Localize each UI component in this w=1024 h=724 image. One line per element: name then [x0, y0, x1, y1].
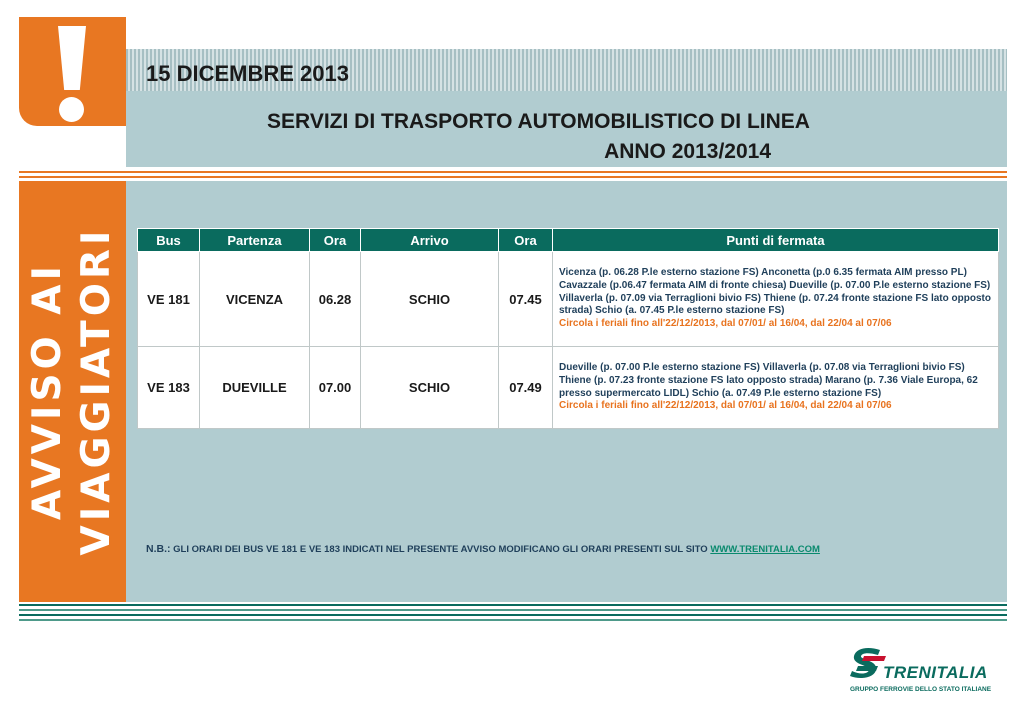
sidebar-banner	[19, 181, 126, 602]
cell-ora-arrivo: 07.45	[499, 252, 553, 347]
table-header-row	[138, 229, 999, 252]
cell-ora-arrivo: 07.49	[499, 347, 553, 429]
logo-name: TRENITALIA	[883, 663, 988, 682]
separator-orange	[19, 171, 1007, 173]
sidebar-title	[23, 227, 121, 556]
trenitalia-logo-icon	[848, 644, 888, 684]
exclamation-icon	[19, 17, 126, 126]
column-header-ora-partenza: Ora	[310, 229, 361, 252]
nb-label: N.B.	[146, 543, 167, 555]
cell-arrivo: SCHIO	[361, 252, 499, 347]
nb-text: GLI ORARI DEI BUS VE 181 E VE 183 INDICATI NEL PRESENTE AVVISO MODIFICANO GLI ORARI PRESENTI SUL SITO	[173, 544, 708, 555]
cell-ora-partenza: 07.00	[310, 347, 361, 429]
column-header-partenza: Partenza	[200, 229, 310, 252]
separator-orange	[19, 176, 1007, 178]
cell-bus: VE 181	[138, 252, 200, 347]
footer-note	[146, 543, 820, 555]
column-header-arrivo: Arrivo	[361, 229, 499, 252]
cell-stops	[553, 252, 999, 347]
sidebar-line-2: VIAGGIATORI	[74, 226, 119, 556]
separator-green	[19, 614, 1007, 616]
separator-green	[19, 604, 1007, 606]
column-header-fermate: Punti di fermata	[553, 229, 999, 252]
cell-stops	[553, 347, 999, 429]
cell-partenza: VICENZA	[200, 252, 310, 347]
exclamation-dot	[59, 97, 84, 122]
separator-green	[19, 609, 1007, 611]
service-note: Circola i feriali fino all'22/12/2013, dal 07/01/ al 16/04, dal 22/04 al 07/06	[559, 400, 892, 412]
cell-bus: VE 183	[138, 347, 200, 429]
schedule-table	[137, 228, 999, 429]
sidebar-line-1: AVVISO AI	[25, 262, 70, 520]
notice-title: SERVIZI DI TRASPORTO AUTOMOBILISTICO DI LINEA	[267, 110, 810, 133]
logo-subtitle: GRUPPO FERROVIE DELLO STATO ITALIANE	[850, 686, 992, 693]
table-row	[138, 252, 999, 347]
column-header-ora-arrivo: Ora	[499, 229, 553, 252]
stops-text: Dueville (p. 07.00 P.le esterno stazione FS) Villaverla (p. 07.08 via Terraglioni bivio FS) Thiene (p. 07.23 fronte stazione FS lato opposto strada) Marano (p. 7.36 Viale Europa, 62 presso supermercato LIDL) Schio (a. 07.49 P.le esterno stazione FS)	[559, 362, 978, 399]
exclamation-bar	[58, 26, 86, 90]
notice-subtitle: ANNO 2013/2014	[604, 140, 771, 163]
separator-green	[19, 619, 1007, 621]
trenitalia-link[interactable]: WWW.TRENITALIA.COM	[710, 544, 820, 555]
cell-arrivo: SCHIO	[361, 347, 499, 429]
cell-partenza: DUEVILLE	[200, 347, 310, 429]
nb-colon: :	[167, 543, 171, 555]
table-row	[138, 347, 999, 429]
column-header-bus: Bus	[138, 229, 200, 252]
page-title: 15 DICEMBRE 2013	[146, 61, 349, 86]
cell-ora-partenza: 06.28	[310, 252, 361, 347]
service-note: Circola i feriali fino all'22/12/2013, dal 07/01/ al 16/04, dal 22/04 al 07/06	[559, 318, 892, 330]
trenitalia-logo	[848, 644, 1000, 696]
stops-text: Vicenza (p. 06.28 P.le esterno stazione FS) Anconetta (p.0 6.35 fermata AIM presso PL) Cavazzale (p.06.47 fermata AIM di fronte chiesa) Dueville (p. 07.00 P.le esterno stazione FS) Villaverla (p. 07.09 via Terraglioni bivio FS) Thiene (p. 07.24 fronte stazione FS lato opposto strada) Schio (a. 07.45 P.le esterno stazione FS)	[559, 267, 991, 317]
